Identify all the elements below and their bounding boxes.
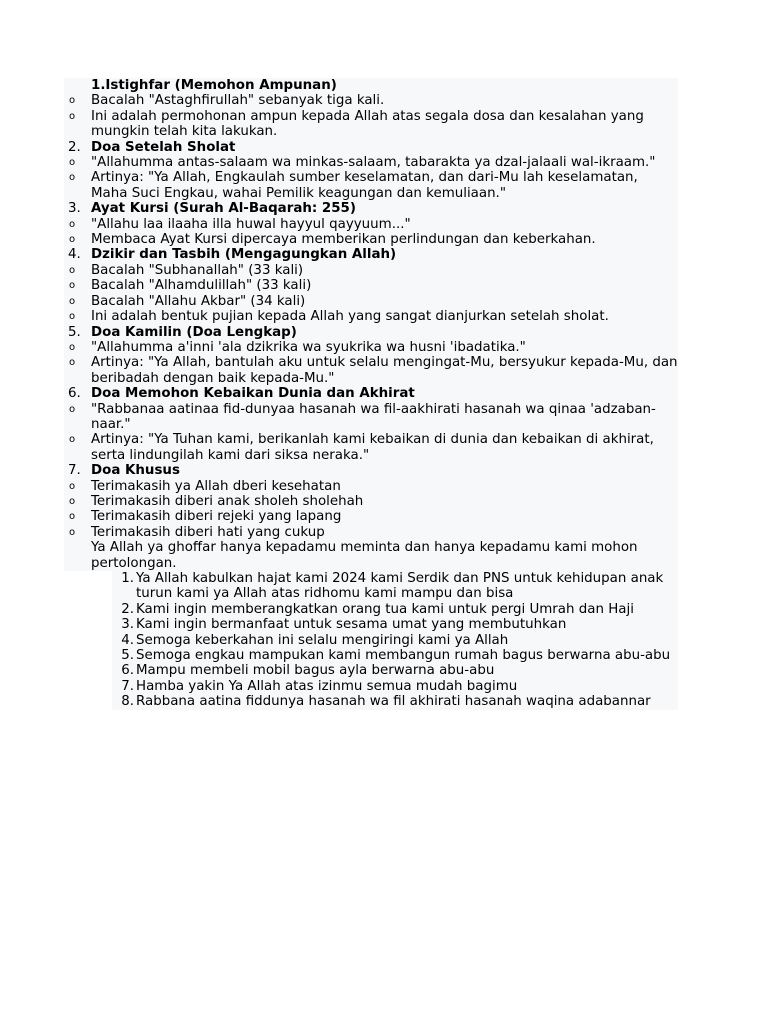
bullet-icon: o bbox=[69, 480, 76, 492]
bullet-icon: o bbox=[69, 357, 76, 369]
document-body bbox=[64, 78, 678, 710]
list-item: o Bacalah "Astaghfirullah" sebanyak tiga kali. bbox=[64, 93, 678, 108]
section-number: 2. bbox=[68, 139, 81, 155]
bullet-icon: o bbox=[69, 172, 76, 184]
bullet-icon: o bbox=[69, 526, 76, 538]
sub-list-item: 3. Kami ingin bermanfaat untuk sesama umat yang membutuhkan bbox=[64, 617, 678, 632]
section-heading: 2. Doa Setelah Sholat bbox=[64, 140, 678, 155]
bullet-icon: o bbox=[69, 110, 76, 122]
bullet-icon: o bbox=[69, 511, 76, 523]
list-item: o Ini adalah bentuk pujian kepada Allah yang sangat dianjurkan setelah sholat. bbox=[64, 309, 678, 324]
sub-list-item: 6. Mampu membeli mobil bagus ayla berwarna abu-abu bbox=[64, 663, 678, 678]
list-item: o Bacalah "Allahu Akbar" (34 kali) bbox=[64, 294, 678, 309]
section-heading: 3. Ayat Kursi (Surah Al-Baqarah: 255) bbox=[64, 201, 678, 216]
section-number: 5. bbox=[68, 324, 81, 340]
bullet-icon: o bbox=[69, 434, 76, 446]
list-item: o Terimakasih diberi anak sholeh sholehah bbox=[64, 494, 678, 509]
bullet-icon: o bbox=[69, 280, 76, 292]
list-item: o Terimakasih ya Allah dberi kesehatan bbox=[64, 479, 678, 494]
section-number: 6. bbox=[68, 386, 81, 402]
bullet-icon: o bbox=[69, 403, 76, 415]
sub-list-item: 8. Rabbana aatina fiddunya hasanah wa fil akhirati hasanah waqina adabannar bbox=[64, 694, 678, 709]
list-item: o "Allahumma antas-salaam wa minkas-salaam, tabarakta ya dzal-jalaali wal-ikraam." bbox=[64, 155, 678, 170]
list-item: o Artinya: "Ya Allah, bantulah aku untuk selalu mengingat-Mu, bersyukur kepada-Mu, dan beribadah dengan baik kepada-Mu." bbox=[64, 355, 678, 386]
list-item: o Bacalah "Subhanallah" (33 kali) bbox=[64, 263, 678, 278]
section-heading: 4. Dzikir dan Tasbih (Mengagungkan Allah) bbox=[64, 247, 678, 262]
list-item: o Terimakasih diberi hati yang cukup bbox=[64, 525, 678, 540]
list-item: o "Allahumma a'inni 'ala dzikrika wa syukrika wa husni 'ibadatika." bbox=[64, 340, 678, 355]
bullet-icon: o bbox=[69, 157, 76, 169]
bullet-icon: o bbox=[69, 95, 76, 107]
list-item: o Membaca Ayat Kursi dipercaya memberikan perlindungan dan keberkahan. bbox=[64, 232, 678, 247]
bullet-icon: o bbox=[69, 495, 76, 507]
section-heading: 7. Doa Khusus bbox=[64, 463, 678, 478]
section-heading: 6. Doa Memohon Kebaikan Dunia dan Akhirat bbox=[64, 386, 678, 401]
bullet-icon: o bbox=[69, 341, 76, 353]
list-item: o "Allahu laa ilaaha illa huwal hayyul qayyuum..." bbox=[64, 217, 678, 232]
sub-list-item: 4. Semoga keberkahan ini selalu mengiringi kami ya Allah bbox=[64, 633, 678, 648]
bullet-icon: o bbox=[69, 264, 76, 276]
closing-paragraph: Ya Allah ya ghoffar hanya kepadamu meminta dan hanya kepadamu kami mohon pertolongan. bbox=[64, 540, 678, 571]
section-number: 7. bbox=[68, 463, 81, 479]
list-item: o Bacalah "Alhamdulillah" (33 kali) bbox=[64, 278, 678, 293]
list-item: o "Rabbanaa aatinaa fid-dunyaa hasanah wa fil-aakhirati hasanah wa qinaa 'adzaban-naar." bbox=[64, 402, 678, 433]
list-item: o Artinya: "Ya Allah, Engkaulah sumber keselamatan, dan dari-Mu lah keselamatan, Maha Suci Engkau, wahai Pemilik keagungan dan kemuliaan." bbox=[64, 170, 678, 201]
list-item: o Terimakasih diberi rejeki yang lapang bbox=[64, 509, 678, 524]
sub-list-item: 2. Kami ingin memberangkatkan orang tua kami untuk pergi Umrah dan Haji bbox=[64, 602, 678, 617]
bullet-icon: o bbox=[69, 311, 76, 323]
sub-list-item: 7. Hamba yakin Ya Allah atas izinmu semua mudah bagimu bbox=[64, 679, 678, 694]
sub-list-item: 1. Ya Allah kabulkan hajat kami 2024 kami Serdik dan PNS untuk kehidupan anak turun kami ya Allah atas ridhomu kami mampu dan bisa bbox=[64, 571, 678, 602]
list-item: o Ini adalah permohonan ampun kepada Allah atas segala dosa dan kesalahan yang mungkin telah kita lakukan. bbox=[64, 109, 678, 140]
section-number: 4. bbox=[68, 247, 81, 263]
bullet-icon: o bbox=[69, 234, 76, 246]
section-heading: 5. Doa Kamilin (Doa Lengkap) bbox=[64, 325, 678, 340]
section-number: 3. bbox=[68, 201, 81, 217]
bullet-icon: o bbox=[69, 218, 76, 230]
sub-list-item: 5. Semoga engkau mampukan kami membangun rumah bagus berwarna abu-abu bbox=[64, 648, 678, 663]
section-heading: 1.Istighfar (Memohon Ampunan) bbox=[64, 78, 678, 93]
list-item: o Artinya: "Ya Tuhan kami, berikanlah kami kebaikan di dunia dan kebaikan di akhirat, serta lindungilah kami dari siksa neraka." bbox=[64, 432, 678, 463]
bullet-icon: o bbox=[69, 295, 76, 307]
